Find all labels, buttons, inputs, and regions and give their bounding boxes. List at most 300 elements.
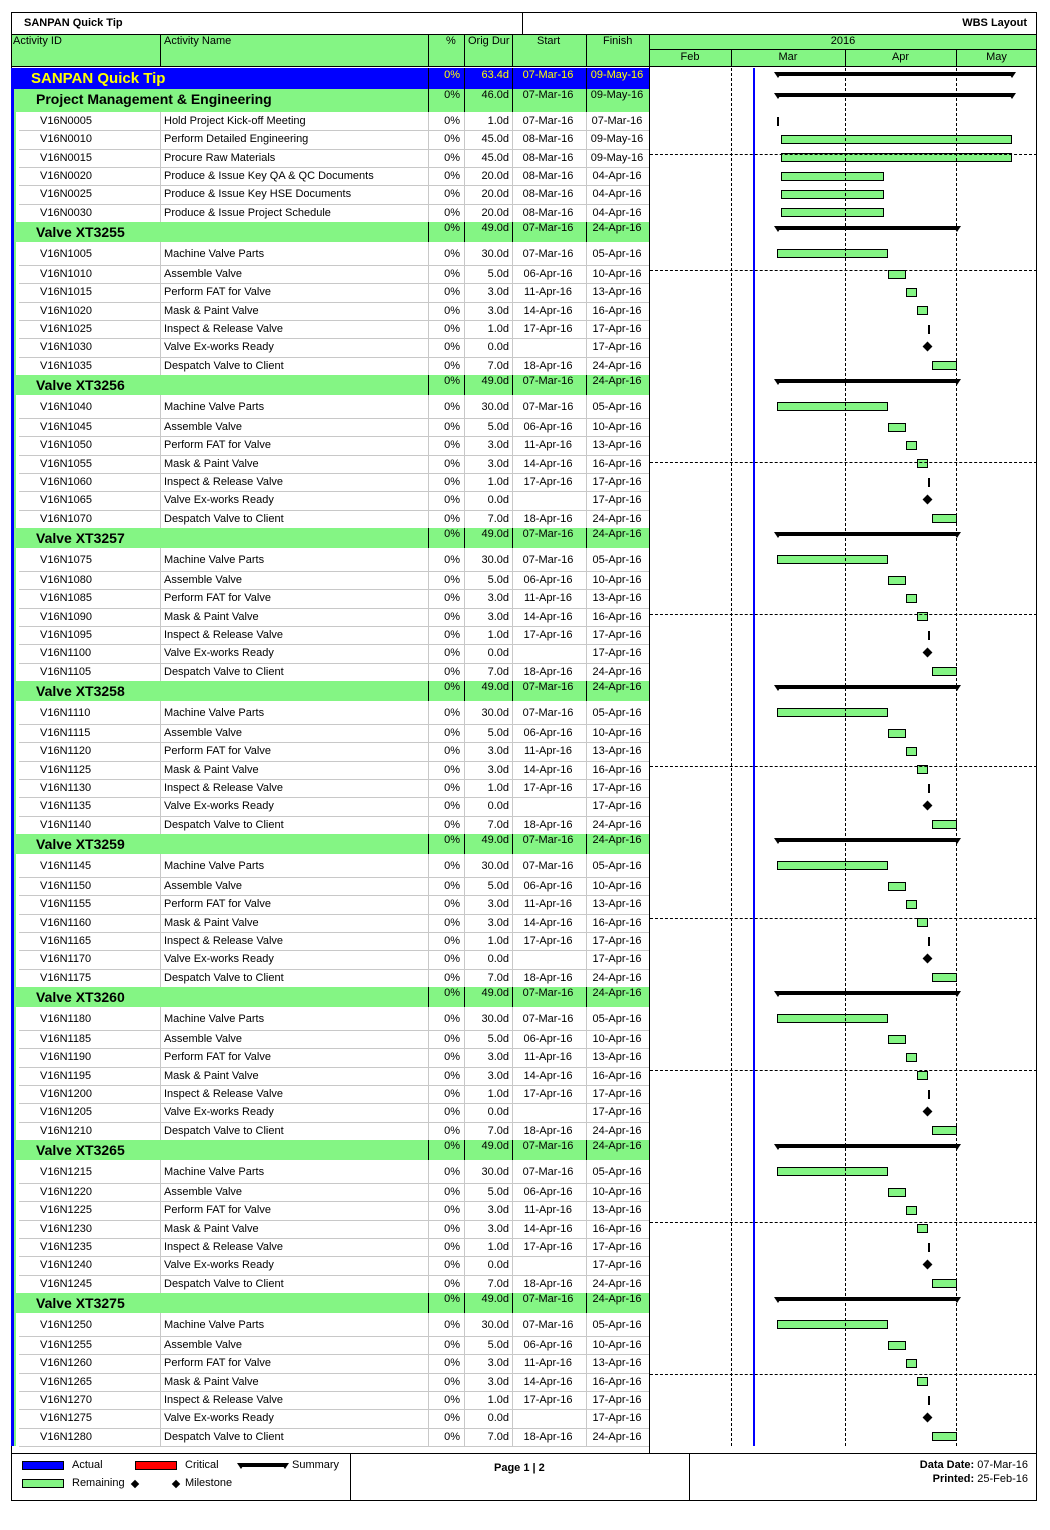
activity-pct: 0%: [444, 1033, 460, 1046]
activity-pct: 0%: [444, 1088, 460, 1101]
activity-dur: 5.0d: [487, 1186, 509, 1199]
row-divider: [160, 1238, 161, 1256]
activity-start: 06-Apr-16: [523, 268, 573, 281]
column-header-divider: [512, 34, 513, 67]
row-divider: [586, 302, 587, 320]
remaining-bar: [888, 423, 906, 432]
row-divider: [428, 914, 429, 932]
row-divider: [586, 1067, 587, 1085]
row-divider: [512, 1428, 513, 1446]
remaining-bar: [906, 900, 917, 909]
row-divider: [464, 1293, 465, 1313]
row-divider: [160, 510, 161, 528]
row-divider: [586, 338, 587, 356]
row-divider: [512, 89, 513, 111]
activity-dur: 5.0d: [487, 727, 509, 740]
activity-dur: 1.0d: [487, 629, 509, 642]
project-name: SANPAN Quick Tip: [31, 70, 166, 87]
footer-divider-2: [689, 1453, 690, 1501]
row-divider: [512, 242, 513, 264]
row-divider: [160, 1007, 161, 1029]
data-date: [920, 1459, 1028, 1471]
activity-name: Assemble Valve: [164, 1033, 243, 1046]
activity-finish: 13-Apr-16: [592, 286, 642, 299]
row-divider: [512, 969, 513, 987]
row-divider: [586, 1220, 587, 1238]
row-divider: [512, 130, 513, 148]
wbs-indent-stripe-inner: [14, 89, 16, 1446]
row-divider: [160, 130, 161, 148]
activity-finish: 17-Apr-16: [592, 1259, 642, 1272]
row-divider: [160, 608, 161, 626]
activity-name: Machine Valve Parts: [164, 1165, 265, 1178]
row-divider: [512, 681, 513, 701]
row-divider: [428, 681, 429, 701]
activity-finish: 10-Apr-16: [592, 1033, 642, 1046]
activity-start: 17-Apr-16: [523, 782, 573, 795]
wbs-name: Valve XT3257: [36, 530, 125, 546]
row-divider: [428, 395, 429, 417]
row-divider: [428, 1354, 429, 1372]
activity-id: V16N1040: [40, 400, 92, 413]
row-divider: [586, 455, 587, 473]
row-divider: [160, 436, 161, 454]
wbs-dur: 49.0d: [481, 1293, 509, 1305]
row-divider: [512, 112, 513, 130]
activity-id: V16N1130: [40, 782, 92, 795]
row-divider: [160, 395, 161, 417]
activity-finish: 05-Apr-16: [592, 1318, 642, 1331]
page-number: Page 1 | 2: [494, 1462, 545, 1474]
row-divider: [160, 701, 161, 723]
row-divider: [464, 1354, 465, 1372]
layout-name: WBS Layout: [962, 17, 1027, 29]
row-divider: [586, 1313, 587, 1335]
activity-name: Despatch Valve to Client: [164, 1124, 284, 1137]
row-divider: [464, 644, 465, 662]
row-separator: [19, 1446, 649, 1447]
activity-finish: 16-Apr-16: [592, 916, 642, 929]
wbs-summary-bar: [777, 1297, 957, 1301]
wbs-finish: 24-Apr-16: [592, 1140, 642, 1152]
row-divider: [428, 418, 429, 436]
activity-id: V16N1030: [40, 341, 92, 354]
row-divider: [586, 167, 587, 185]
row-divider: [512, 1085, 513, 1103]
activity-pct: 0%: [444, 1241, 460, 1254]
activity-pct: 0%: [444, 1430, 460, 1443]
wbs-summary-bar: [777, 838, 957, 842]
activity-finish: 17-Apr-16: [592, 1106, 642, 1119]
activity-id: V16N1165: [40, 935, 92, 948]
row-divider: [586, 987, 587, 1007]
activity-name: Despatch Valve to Client: [164, 1430, 284, 1443]
activity-dur: 30.0d: [481, 1318, 509, 1331]
activity-id: V16N1045: [40, 421, 92, 434]
activity-pct: 0%: [444, 1204, 460, 1217]
activity-start: 08-Mar-16: [522, 206, 574, 219]
timescale-month-divider: [956, 49, 957, 67]
activity-pct: 0%: [444, 859, 460, 872]
row-divider: [428, 149, 429, 167]
row-divider: [586, 779, 587, 797]
row-divider: [428, 1256, 429, 1274]
activity-dur: 30.0d: [481, 553, 509, 566]
row-divider: [586, 663, 587, 681]
wbs-start: 07-Mar-16: [522, 987, 574, 999]
activity-id: V16N0025: [40, 188, 92, 201]
activity-finish: 13-Apr-16: [592, 439, 642, 452]
activity-name: Mask & Paint Valve: [164, 916, 259, 929]
row-divider: [464, 834, 465, 854]
row-divider: [464, 320, 465, 338]
activity-finish: 07-Mar-16: [591, 115, 643, 128]
row-divider: [428, 797, 429, 815]
activity-finish: 05-Apr-16: [592, 553, 642, 566]
activity-finish: 16-Apr-16: [592, 457, 642, 470]
row-divider: [512, 68, 513, 89]
activity-name: Valve Ex-works Ready: [164, 953, 274, 966]
activity-finish: 13-Apr-16: [592, 1204, 642, 1217]
activity-id: V16N1150: [40, 880, 92, 893]
row-divider: [160, 589, 161, 607]
row-divider: [586, 1336, 587, 1354]
row-divider: [512, 608, 513, 626]
row-divider: [428, 1030, 429, 1048]
activity-pct: 0%: [444, 439, 460, 452]
row-divider: [586, 548, 587, 570]
row-divider: [586, 1201, 587, 1219]
row-divider: [428, 1140, 429, 1160]
activity-pct: 0%: [444, 170, 460, 183]
column-header-divider: [586, 34, 587, 67]
row-divider: [464, 724, 465, 742]
row-divider: [512, 455, 513, 473]
row-divider: [160, 265, 161, 283]
row-divider: [512, 436, 513, 454]
row-divider: [512, 491, 513, 509]
activity-id: V16N1195: [40, 1069, 92, 1082]
row-divider: [512, 854, 513, 876]
row-divider: [428, 1103, 429, 1121]
row-divider: [160, 242, 161, 264]
row-divider: [512, 1030, 513, 1048]
activity-finish: 16-Apr-16: [592, 763, 642, 776]
gantt-row-gridline: [650, 614, 1037, 615]
row-divider: [160, 1067, 161, 1085]
activity-name: Inspect & Release Valve: [164, 1241, 284, 1254]
activity-id: V16N1175: [40, 971, 92, 984]
activity-pct: 0%: [444, 512, 460, 525]
row-divider: [428, 455, 429, 473]
row-divider: [586, 112, 587, 130]
row-divider: [428, 724, 429, 742]
activity-start: 06-Apr-16: [523, 421, 573, 434]
col-header-name: Activity Name: [164, 35, 232, 47]
activity-finish: 04-Apr-16: [592, 170, 642, 183]
row-divider: [464, 265, 465, 283]
activity-dur: 3.0d: [487, 745, 509, 758]
activity-name: Mask & Paint Valve: [164, 1222, 259, 1235]
activity-finish: 24-Apr-16: [592, 971, 642, 984]
activity-pct: 0%: [444, 1186, 460, 1199]
activity-name: Perform FAT for Valve: [164, 1204, 271, 1217]
activity-pct: 0%: [444, 916, 460, 929]
wbs-dur: 49.0d: [481, 528, 509, 540]
activity-id: V16N1140: [40, 818, 92, 831]
row-divider: [586, 375, 587, 395]
row-divider: [160, 204, 161, 222]
wbs-pct: 0%: [444, 834, 460, 846]
remaining-bar: [777, 1014, 887, 1023]
remaining-bar: [888, 1035, 906, 1044]
activity-start: 11-Apr-16: [523, 745, 573, 758]
activity-dur: 3.0d: [487, 1204, 509, 1217]
row-divider: [464, 797, 465, 815]
row-divider: [512, 589, 513, 607]
row-divider: [160, 1030, 161, 1048]
row-divider: [428, 644, 429, 662]
wbs-dur: 49.0d: [481, 681, 509, 693]
activity-dur: 5.0d: [487, 880, 509, 893]
activity-id: V16N1255: [40, 1339, 92, 1352]
activity-pct: 0%: [444, 286, 460, 299]
row-divider: [160, 877, 161, 895]
activity-id: V16N0030: [40, 206, 92, 219]
activity-pct: 0%: [444, 421, 460, 434]
activity-start: 11-Apr-16: [523, 439, 573, 452]
row-divider: [464, 1256, 465, 1274]
legend-milestone-label: Milestone: [185, 1477, 233, 1489]
row-divider: [512, 1391, 513, 1409]
activity-name: Machine Valve Parts: [164, 1012, 265, 1025]
row-divider: [160, 1336, 161, 1354]
row-divider: [428, 663, 429, 681]
row-divider: [586, 589, 587, 607]
activity-name: Perform FAT for Valve: [164, 286, 271, 299]
activity-pct: 0%: [444, 494, 460, 507]
row-divider: [512, 204, 513, 222]
row-divider: [160, 473, 161, 491]
row-divider: [428, 1160, 429, 1182]
row-divider: [512, 167, 513, 185]
row-divider: [464, 681, 465, 701]
row-divider: [428, 589, 429, 607]
row-divider: [512, 701, 513, 723]
row-divider: [464, 663, 465, 681]
activity-name: Despatch Valve to Client: [164, 512, 284, 525]
activity-name: Mask & Paint Valve: [164, 457, 259, 470]
activity-dur: 0.0d: [487, 1106, 509, 1119]
row-divider: [586, 1275, 587, 1293]
row-divider: [160, 854, 161, 876]
activity-id: V16N1160: [40, 916, 92, 929]
activity-finish: 16-Apr-16: [592, 1375, 642, 1388]
wbs-finish: 24-Apr-16: [592, 1293, 642, 1305]
row-divider: [464, 854, 465, 876]
activity-id: V16N1270: [40, 1394, 92, 1407]
remaining-bar: [932, 1432, 958, 1441]
activity-finish: 10-Apr-16: [592, 421, 642, 434]
activity-dur: 1.0d: [487, 1241, 509, 1254]
activity-name: Mask & Paint Valve: [164, 1069, 259, 1082]
activity-name: Valve Ex-works Ready: [164, 647, 274, 660]
gantt-row-gridline: [650, 1222, 1037, 1223]
activity-id: V16N1220: [40, 1186, 92, 1199]
row-divider: [512, 1122, 513, 1140]
activity-id: V16N0005: [40, 115, 92, 128]
activity-finish: 05-Apr-16: [592, 859, 642, 872]
row-divider: [428, 89, 429, 111]
activity-finish: 17-Apr-16: [592, 1412, 642, 1425]
wbs-dur: 49.0d: [481, 222, 509, 235]
row-divider: [464, 1067, 465, 1085]
activity-pct: 0%: [444, 323, 460, 336]
activity-name: Perform Detailed Engineering: [164, 133, 309, 146]
activity-id: V16N0020: [40, 170, 92, 183]
activity-id: V16N1065: [40, 494, 92, 507]
col-header-pct: %: [446, 35, 456, 47]
activity-name: Machine Valve Parts: [164, 859, 265, 872]
wbs-start: 07-Mar-16: [522, 375, 574, 387]
row-divider: [464, 1048, 465, 1066]
gantt-row-gridline: [650, 462, 1037, 463]
row-divider: [428, 1183, 429, 1201]
row-divider: [512, 528, 513, 548]
activity-dur: 1.0d: [487, 115, 509, 128]
row-divider: [428, 1220, 429, 1238]
row-divider: [586, 969, 587, 987]
activity-finish: 13-Apr-16: [592, 1051, 642, 1064]
row-divider: [160, 491, 161, 509]
row-divider: [428, 320, 429, 338]
activity-start: 18-Apr-16: [523, 1430, 573, 1443]
activity-dur: 5.0d: [487, 1339, 509, 1352]
row-divider: [428, 375, 429, 395]
wbs-summary-bar: [777, 532, 957, 536]
row-divider: [428, 1391, 429, 1409]
row-divider: [586, 644, 587, 662]
legend-summary-swatch: [240, 1463, 286, 1467]
activity-finish: 16-Apr-16: [592, 1069, 642, 1082]
activity-id: V16N0015: [40, 151, 92, 164]
activity-id: V16N1100: [40, 647, 92, 660]
activity-finish: 13-Apr-16: [592, 592, 642, 605]
row-divider: [160, 969, 161, 987]
activity-name: Valve Ex-works Ready: [164, 1106, 274, 1119]
row-divider: [160, 761, 161, 779]
row-divider: [512, 338, 513, 356]
activity-start: 14-Apr-16: [523, 610, 573, 623]
row-divider: [586, 204, 587, 222]
row-divider: [428, 1293, 429, 1313]
row-divider: [586, 681, 587, 701]
activity-pct: 0%: [444, 400, 460, 413]
wbs-pct: 0%: [444, 375, 460, 387]
remaining-bar: [932, 667, 958, 676]
activity-dur: 7.0d: [487, 665, 509, 678]
row-divider: [160, 571, 161, 589]
row-divider: [512, 302, 513, 320]
activity-name: Assemble Valve: [164, 421, 243, 434]
activity-pct: 0%: [444, 1375, 460, 1388]
activity-dur: 1.0d: [487, 935, 509, 948]
activity-dur: 20.0d: [481, 188, 509, 201]
row-divider: [160, 283, 161, 301]
column-header-divider: [428, 34, 429, 67]
activity-start: 17-Apr-16: [523, 1394, 573, 1407]
row-divider: [586, 877, 587, 895]
timescale-month: Apr: [891, 51, 910, 63]
wbs-dur: 49.0d: [481, 375, 509, 387]
activity-name: Inspect & Release Valve: [164, 782, 284, 795]
activity-name: Perform FAT for Valve: [164, 1357, 271, 1370]
wbs-pct: 0%: [444, 1293, 460, 1305]
activity-finish: 17-Apr-16: [592, 323, 642, 336]
row-divider: [464, 895, 465, 913]
row-divider: [512, 1275, 513, 1293]
activity-name: Mask & Paint Valve: [164, 763, 259, 776]
row-divider: [160, 320, 161, 338]
row-divider: [464, 491, 465, 509]
row-divider: [160, 895, 161, 913]
remaining-bar: [781, 135, 1012, 144]
activity-finish: 09-May-16: [590, 133, 644, 146]
wbs-dur: 46.0d: [481, 89, 509, 102]
row-divider: [586, 608, 587, 626]
row-divider: [464, 149, 465, 167]
row-divider: [160, 663, 161, 681]
gantt-month-gridline: [956, 68, 957, 1446]
activity-dur: 1.0d: [487, 323, 509, 336]
row-divider: [428, 877, 429, 895]
gantt-month-gridline: [731, 68, 732, 1446]
activity-finish: 17-Apr-16: [592, 1088, 642, 1101]
row-divider: [428, 1048, 429, 1066]
activity-name: Assemble Valve: [164, 268, 243, 281]
row-divider: [160, 357, 161, 375]
row-divider: [464, 701, 465, 723]
activity-finish: 16-Apr-16: [592, 610, 642, 623]
gantt-left-border: [649, 67, 650, 1453]
one-day-bar: [928, 1243, 930, 1252]
activity-pct: 0%: [444, 115, 460, 128]
col-header-finish: Finish: [603, 35, 633, 47]
activity-dur: 0.0d: [487, 647, 509, 660]
timescale-year: 2016: [830, 35, 856, 47]
activity-finish: 05-Apr-16: [592, 247, 642, 260]
row-divider: [160, 1122, 161, 1140]
activity-pct: 0%: [444, 268, 460, 281]
activity-finish: 10-Apr-16: [592, 268, 642, 281]
row-divider: [428, 1122, 429, 1140]
activity-pct: 0%: [444, 818, 460, 831]
activity-start: 08-Mar-16: [522, 170, 574, 183]
activity-name: Hold Project Kick-off Meeting: [164, 115, 306, 128]
row-divider: [428, 854, 429, 876]
activity-pct: 0%: [444, 647, 460, 660]
row-divider: [512, 473, 513, 491]
remaining-bar: [777, 555, 887, 564]
row-divider: [512, 724, 513, 742]
activity-start: 18-Apr-16: [523, 818, 573, 831]
activity-start: 18-Apr-16: [523, 971, 573, 984]
row-divider: [428, 242, 429, 264]
activity-id: V16N1035: [40, 359, 92, 372]
activity-name: Perform FAT for Valve: [164, 1051, 271, 1064]
activity-start: 06-Apr-16: [523, 1186, 573, 1199]
row-divider: [428, 779, 429, 797]
